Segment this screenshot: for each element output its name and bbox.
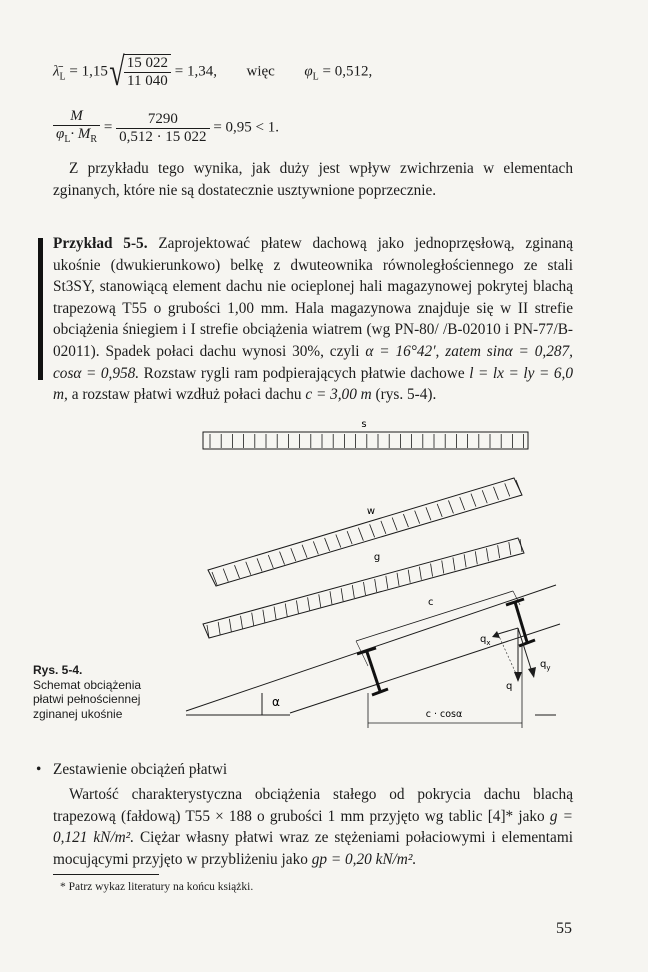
lambda-sub: L (59, 71, 66, 83)
bullet-text: Zestawienie obciążeń płatwi (53, 761, 228, 778)
wind-arrow (516, 480, 521, 493)
alpha-equation: α = 16°42′, zatem sinα = 0,287, cosα = 0,958. (53, 342, 573, 382)
example-5-5: Przykład 5-5. Zaprojektować płatew dachową jako jednoprzęsłową, zginaną ukośnie (dwukierunkowo) belkę z dwuteownika równoległościennego ze stali St3SY, stanowiącą element dachu nie ocieplonej hali magazynowej pokrytej blachą trapezową T55 o grubości 1,00 mm. Hala magazynowa znajduje się w II strefie obciążenia śniegiem i I strefie obciążenia wiatrem (wg PN-80/ /B-02010 i PN-77/B-02011). Spadek połaci dachu wynosi 30%, czyli α = 16°42′, zatem sinα = 0,287, cosα = 0,958. Rozstaw rygli ram podpierających płatwie dachowe l = lx = ly = 6,0 m, a rozstaw płatwi wzdłuż połaci dachu c = 3,00 m (rys. 5-4). (53, 235, 573, 404)
dead-load-arrow (241, 616, 243, 629)
dead-load-arrow (296, 600, 298, 613)
gp-value: gp = 0,20 kN/m². (311, 850, 417, 868)
dead-load-arrows (207, 539, 522, 638)
dead-load-arrow (453, 557, 455, 570)
span-equation: l = lx = ly = 6,0 m, (53, 364, 573, 404)
dead-load-arrow (308, 597, 310, 610)
wind-arrow (291, 548, 296, 561)
caption-number: Rys. 5-4. (33, 663, 83, 677)
wind-arrow (392, 517, 397, 530)
wind-arrow (358, 528, 363, 541)
wind-arrow (325, 538, 330, 551)
wind-arrow (493, 487, 498, 500)
dead-load-arrow (442, 561, 444, 574)
lambda-num: 15 022 (124, 55, 171, 73)
wind-arrow (471, 494, 476, 507)
qx-arrowhead (492, 631, 500, 638)
wind-arrow (246, 562, 251, 575)
paragraph-loads: Wartość charakterystyczna obciążenia stałego od pokrycia dachu blachą trapezową (fałdową) T55 × 188 o grubości 1 mm przyjęto wg tablic [4]* jako g = 0,121 kN/m². Ciężar własny płatwi wraz ze stężeniami połaciowymi i elementami mocującymi przyjęto w przybliżeniu jako gp = 0,20 kN/m². (53, 786, 573, 868)
check-eq: = (103, 119, 113, 136)
dead-load-arrow (341, 588, 343, 601)
label-qy: $q_y$ (540, 659, 551, 672)
lambda-fraction (124, 54, 171, 90)
lambda-eq: = 1,15 (69, 63, 108, 80)
check-fraction-2 (116, 111, 210, 146)
wind-arrow (370, 524, 375, 537)
roof-line-lower (290, 624, 560, 713)
dead-load-arrow (285, 604, 287, 617)
wind-arrow (437, 504, 442, 517)
bullet-item (36, 759, 556, 781)
wind-arrow (403, 514, 408, 527)
paragraph-conclusion: Z przykładu tego wynika, jak duży jest wpływ zwichrzenia w elementach zginanych, które nie są dostatecznie usztywnione poprzecznie. (53, 160, 573, 199)
example-label: Przykład 5-5. (53, 235, 148, 252)
footnote: * Patrz wykaz literatury na końcu książki. (60, 881, 254, 893)
dim-c-line (356, 591, 513, 641)
wind-arrow (347, 531, 352, 544)
caption-line-3: zginanej ukośnie (33, 706, 123, 721)
wind-arrow (336, 535, 341, 548)
wind-arrow (223, 569, 228, 582)
wind-arrow (460, 497, 465, 510)
dead-load-arrow (486, 548, 488, 561)
snow-load-box (203, 432, 528, 449)
dead-load-arrow (431, 564, 433, 577)
check-den-1: $\varphi_L\cdot M_R$ (56, 126, 98, 145)
label-g: g (373, 552, 381, 563)
qy-arrowhead (528, 667, 536, 678)
dead-load-arrow (509, 542, 511, 555)
dead-load-arrow (498, 545, 500, 558)
figure-caption (33, 663, 183, 721)
check-num-2: 7290 (116, 111, 210, 129)
purlin-left (357, 648, 388, 695)
dead-load-arrow (475, 551, 477, 564)
phi-sub: L (312, 71, 319, 83)
label-ccos: c · cosα (425, 709, 463, 720)
qx-vector (498, 628, 518, 634)
wind-arrow (415, 511, 420, 524)
dead-load-arrow (375, 579, 377, 592)
caption-line-1: Schemat obciążenia (33, 677, 142, 692)
wind-load-arrows (212, 480, 521, 585)
lambda-result: = 1,34, (174, 63, 217, 80)
check-num-1: M (53, 108, 100, 126)
dead-load-arrow (352, 585, 354, 598)
q-dashed (498, 634, 518, 678)
dead-load-arrow (408, 570, 410, 583)
dead-load-arrow (263, 610, 265, 623)
lambda-symbol: λ̄ (53, 63, 60, 80)
label-qx: $q_x$ (480, 634, 491, 647)
wind-arrow (257, 558, 262, 571)
check-result: = 0,95 < 1. (213, 119, 279, 136)
wind-arrow (448, 500, 453, 513)
wind-arrow (482, 490, 487, 503)
caption-line-2: płatwi pełnościennej (33, 692, 141, 706)
phi-symbol: φ (304, 63, 313, 80)
label-q: q (506, 681, 513, 692)
label-alpha: α (272, 695, 280, 709)
dead-load-arrow (419, 567, 421, 580)
snow-load-arrows (210, 434, 524, 448)
wind-arrow (505, 483, 510, 496)
wind-arrow (426, 507, 431, 520)
wiec-text: więc (246, 63, 275, 80)
phi-value: = 0,512, (322, 63, 373, 80)
check-den-2: 0,512 · 15 022 (119, 128, 207, 145)
wind-arrow (280, 552, 285, 565)
wind-arrow (381, 521, 386, 534)
label-c: c (428, 597, 434, 608)
formula-check (53, 108, 279, 148)
lambda-den: 11 040 (127, 73, 168, 89)
q-arrowhead (514, 672, 522, 682)
dead-load-arrow (330, 591, 332, 604)
wind-arrow (268, 555, 273, 568)
label-w: w (366, 506, 376, 517)
spacing-equation: c = 3,00 m (305, 386, 372, 404)
sqrt-sign: √ (109, 49, 125, 94)
dead-load-arrow (319, 594, 321, 607)
check-fraction-1 (53, 108, 100, 148)
purlin-right (506, 599, 535, 646)
g-value: g = 0,121 kN/m². (53, 807, 573, 847)
dead-load-arrow (252, 613, 254, 626)
dead-load-arrow (386, 576, 388, 589)
label-s: s (361, 419, 367, 430)
example-margin-bar (38, 238, 43, 380)
dead-load-arrow (274, 607, 276, 620)
wind-arrow (313, 541, 318, 554)
wind-arrow (302, 545, 307, 558)
wind-load-band (208, 478, 522, 586)
wind-arrow (235, 565, 240, 578)
formula-lambda (53, 49, 373, 98)
footnote-rule (53, 874, 159, 875)
dead-load-arrow (397, 573, 399, 586)
dead-load-arrow (464, 554, 466, 567)
page-number: 55 (556, 920, 572, 937)
dead-load-arrow (229, 619, 231, 632)
roof-line-upper (186, 585, 556, 711)
dead-load-arrow (520, 539, 522, 552)
bullet-dot: • (36, 761, 42, 778)
dead-load-arrow (364, 582, 366, 595)
dead-load-arrow (218, 622, 220, 635)
